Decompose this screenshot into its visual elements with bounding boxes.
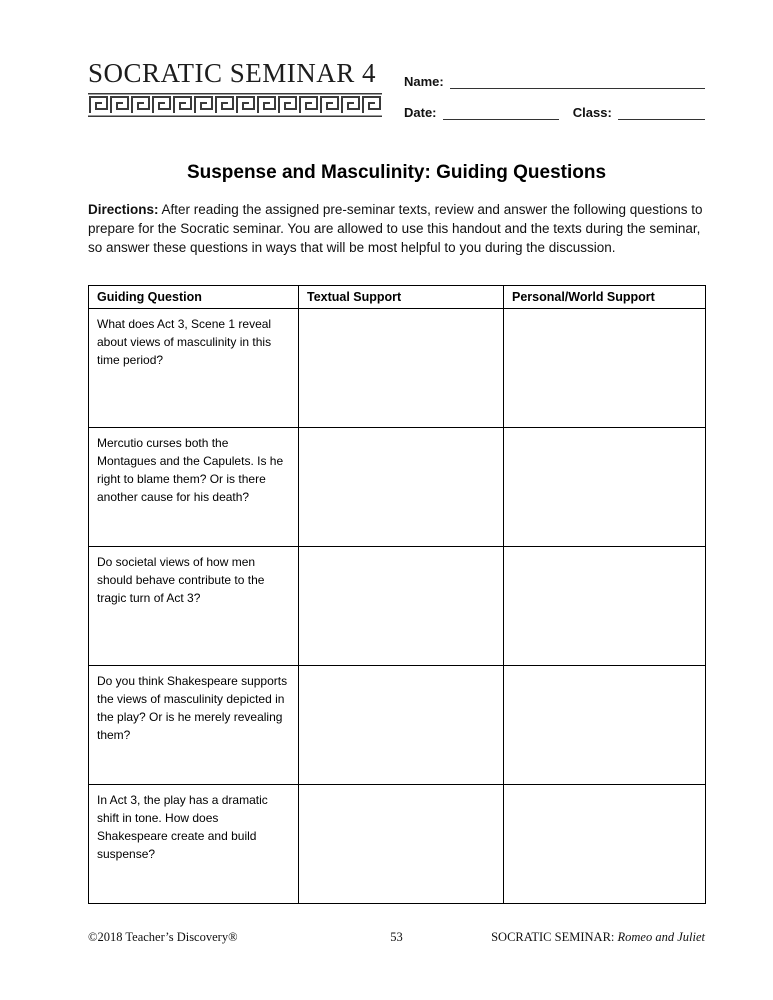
question-cell <box>89 785 299 904</box>
textual-support-cell <box>299 785 504 904</box>
personal-world-support-cell <box>504 785 706 904</box>
table-row <box>89 309 706 428</box>
class-blank-line <box>618 105 705 120</box>
directions-text: After reading the assigned pre-seminar texts, review and answer the following questions to prepare for the Socratic seminar. You are allowed to use this handout and the texts during the seminar, so answer these questions in ways that will be most helpful to you during the discussion. <box>88 202 703 256</box>
header <box>88 58 705 136</box>
table-row <box>89 428 706 547</box>
question-cell <box>89 547 299 666</box>
textual-support-cell <box>299 547 504 666</box>
header-textual-support: Textual Support <box>299 286 504 309</box>
guiding-questions-table <box>88 285 706 904</box>
logo-block <box>88 58 388 122</box>
personal-world-support-cell <box>504 666 706 785</box>
date-blank-line <box>443 105 559 120</box>
header-personal-world-support: Personal/World Support <box>504 286 706 309</box>
question-cell <box>89 428 299 547</box>
table-row <box>89 785 706 904</box>
footer-page-number: 53 <box>390 930 403 944</box>
directions-paragraph <box>88 200 705 257</box>
personal-world-support-cell <box>504 547 706 666</box>
date-label: Date: <box>404 105 437 120</box>
header-guiding-question: Guiding Question <box>89 286 299 309</box>
name-blank-line <box>450 74 705 89</box>
table-row <box>89 666 706 785</box>
footer-copyright: ©2018 Teacher’s Discovery® <box>88 930 238 944</box>
table-row <box>89 547 706 666</box>
name-label: Name: <box>404 74 444 89</box>
footer <box>88 930 705 945</box>
logo-title: SOCRATIC SEMINAR 4 <box>88 58 377 88</box>
personal-world-support-cell <box>504 309 706 428</box>
table-header-row <box>89 286 706 309</box>
question-text: Do societal views of how men should behave contribute to the tragic turn of Act 3? <box>97 555 265 606</box>
question-text: In Act 3, the play has a dramatic shift in tone. How does Shakespeare create and build suspense? <box>97 793 268 862</box>
directions-label: Directions: <box>88 202 159 217</box>
question-text: Do you think Shakespeare supports the views of masculinity depicted in the play? Or is he merely revealing them? <box>97 674 288 743</box>
textual-support-cell <box>299 666 504 785</box>
question-text: What does Act 3, Scene 1 reveal about views of masculinity in this time period? <box>97 317 272 368</box>
textual-support-cell <box>299 428 504 547</box>
student-fields <box>388 58 705 136</box>
footer-series-label: SOCRATIC SEMINAR: <box>491 930 618 944</box>
content-area <box>88 58 705 904</box>
date-class-field-row <box>404 105 705 120</box>
question-cell <box>89 309 299 428</box>
question-text: Mercutio curses both the Montagues and the Capulets. Is he right to blame them? Or is there another cause for his death? <box>97 436 284 505</box>
question-cell <box>89 666 299 785</box>
greek-key-border-icon <box>88 93 382 117</box>
name-field-row <box>404 74 705 89</box>
footer-play-title: Romeo and Juliet <box>617 930 705 944</box>
textual-support-cell <box>299 309 504 428</box>
footer-book-title <box>403 930 705 945</box>
page-title: Suspense and Masculinity: Guiding Questions <box>186 162 607 183</box>
class-label: Class: <box>572 105 612 120</box>
personal-world-support-cell <box>504 428 706 547</box>
